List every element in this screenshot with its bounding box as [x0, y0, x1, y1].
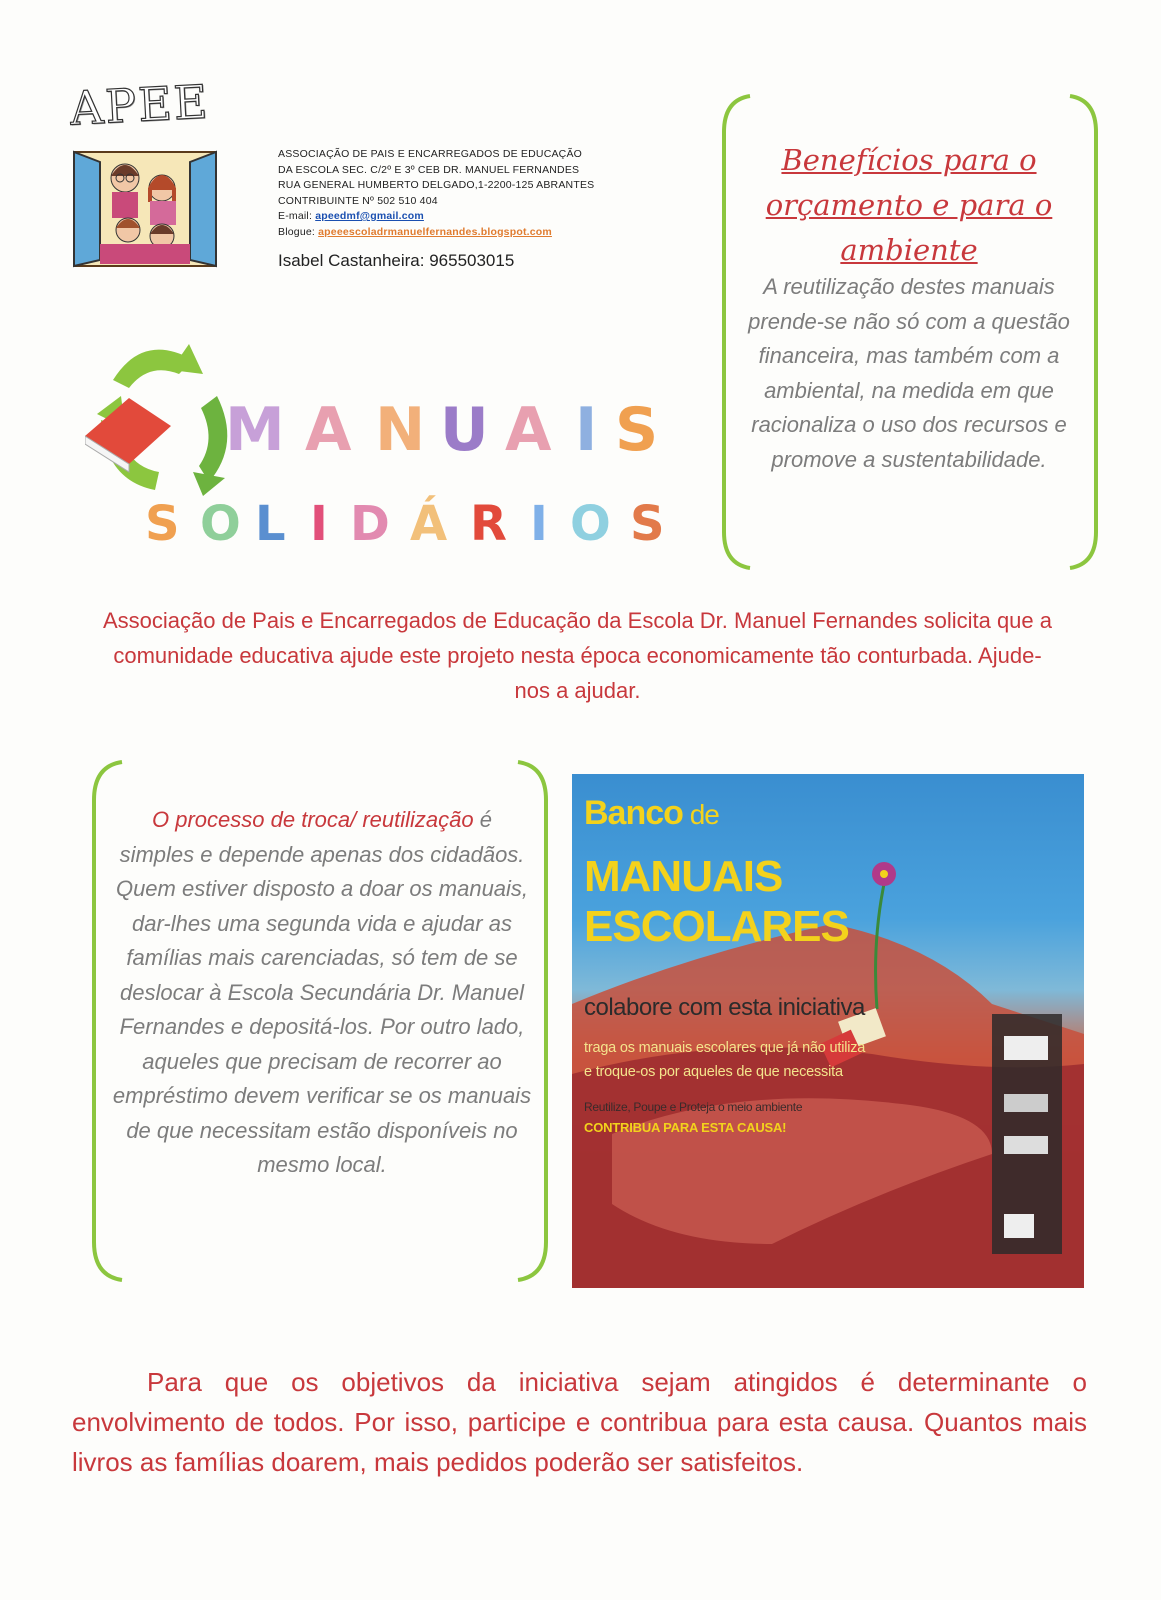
- email-line: [278, 209, 594, 225]
- process-paragraph: [112, 803, 532, 1183]
- logo-letter: L: [255, 496, 286, 552]
- poster-traga-line: traga os manuais escolares que já não utiliza: [584, 1040, 866, 1056]
- address-line: ASSOCIAÇÃO DE PAIS E ENCARREGADOS DE EDUCAÇÃO: [278, 148, 583, 160]
- benefits-text: A reutilização destes manuais prende-se não só com a questão financeira, mas também com a ambiental, na medida em que racionaliza o uso dos recursos e promove a sustentabilidade.: [748, 274, 1070, 472]
- logo-letter: I: [310, 496, 328, 552]
- poster-colabore: colabore com esta iniciativa: [584, 994, 865, 1021]
- closing-rest: envolvimento de todos. Por isso, participe e contribua para esta causa. Quantos mais livros as famílias doarem, mais pedidos poderão ser satisfeitos.: [72, 1407, 1087, 1477]
- blog-link[interactable]: apeeescoladrmanuelfernandes.blogspot.com: [318, 225, 552, 238]
- logo-letter: S: [630, 496, 665, 552]
- process-highlight: O processo de troca/ reutilização: [152, 807, 474, 832]
- book-icon: [85, 398, 171, 472]
- manuais-solidarios-logo: [85, 340, 695, 562]
- banco-manuais-poster: [572, 774, 1084, 1288]
- address-line: CONTRIBUINTE Nº 502 510 404: [278, 194, 438, 207]
- poster-escolares-word: ESCOLARES: [584, 902, 849, 951]
- logo-letter: Á: [410, 496, 448, 552]
- apee-logo-text: APEE: [68, 74, 211, 136]
- family-window-illustration: [70, 148, 220, 270]
- sponsor-logo: [1004, 1214, 1034, 1238]
- address-block: [278, 147, 594, 240]
- contact-person: Isabel Castanheira: 965503015: [278, 251, 515, 270]
- logo-letter: S: [145, 496, 180, 552]
- intro-paragraph: Associação de Pais e Encarregados de Educação da Escola Dr. Manuel Fernandes solicita que a comunidade educativa ajude este projeto nesta época economicamente tão conturbada. Ajude-nos a ajudar.: [102, 608, 1052, 703]
- address-line: RUA GENERAL HUMBERTO DELGADO,1-2200-125 ABRANTES: [278, 179, 595, 191]
- blog-label: Blogue:: [278, 225, 319, 238]
- logo-letter: S: [615, 395, 659, 465]
- logo-letter: A: [505, 395, 552, 465]
- address-line: DA ESCOLA SEC. C/2º E 3º CEB DR. MANUEL FERNANDES: [278, 163, 580, 176]
- sponsor-logo: [1004, 1094, 1048, 1112]
- logo-letter: O: [570, 496, 611, 552]
- logo-letter: M: [225, 395, 285, 465]
- logo-letter: A: [305, 395, 352, 465]
- poster-traga-line: e troque-os por aqueles de que necessita: [584, 1064, 843, 1080]
- logo-letter: O: [200, 496, 241, 552]
- poster-reutilize: Reutilize, Poupe e Proteja o meio ambiente: [584, 1100, 803, 1114]
- logo-letter: N: [375, 395, 426, 465]
- poster-de-word: de: [682, 799, 719, 830]
- email-link[interactable]: apeedmf@gmail.com: [315, 210, 424, 222]
- poster-manuais-word: MANUAIS: [584, 852, 783, 901]
- process-text: é simples e depende apenas dos cidadãos. Quem estiver disposto a doar os manuais, dar-lhes uma segunda vida e ajudar as famílias mais carenciadas, só tem de se deslocar à Escola Secundária Dr. Manuel Fernandes e depositá-los. Por outro lado, aqueles que precisam de recorrer ao empréstimo devem verificar se os manuais de que necessitam estão disponíveis no mesmo local.: [112, 807, 532, 1177]
- logo-letter: D: [350, 496, 390, 552]
- poster-main-title: [584, 852, 849, 952]
- logo-letter: I: [575, 395, 598, 465]
- poster-banco-title: [584, 794, 719, 833]
- poster-contribua: CONTRIBUA PARA ESTA CAUSA!: [584, 1120, 787, 1135]
- closing-first-line: Para que os objetivos da iniciativa sejam atingidos é determinante o: [147, 1367, 1087, 1397]
- logo-letter: I: [530, 496, 548, 552]
- logo-letter: U: [440, 395, 489, 465]
- poster-banco-word: Banco: [584, 794, 683, 832]
- sponsor-logo: [1004, 1136, 1048, 1154]
- benefits-title: Benefícios para o orçamento e para o ambiente: [765, 143, 1053, 267]
- closing-paragraph: [72, 1362, 1087, 1482]
- logo-letter: R: [470, 496, 507, 552]
- blog-line: [278, 225, 594, 241]
- email-label: E-mail:: [278, 210, 316, 222]
- poster-traga: [584, 1036, 865, 1084]
- sponsor-logo: [1004, 1036, 1048, 1060]
